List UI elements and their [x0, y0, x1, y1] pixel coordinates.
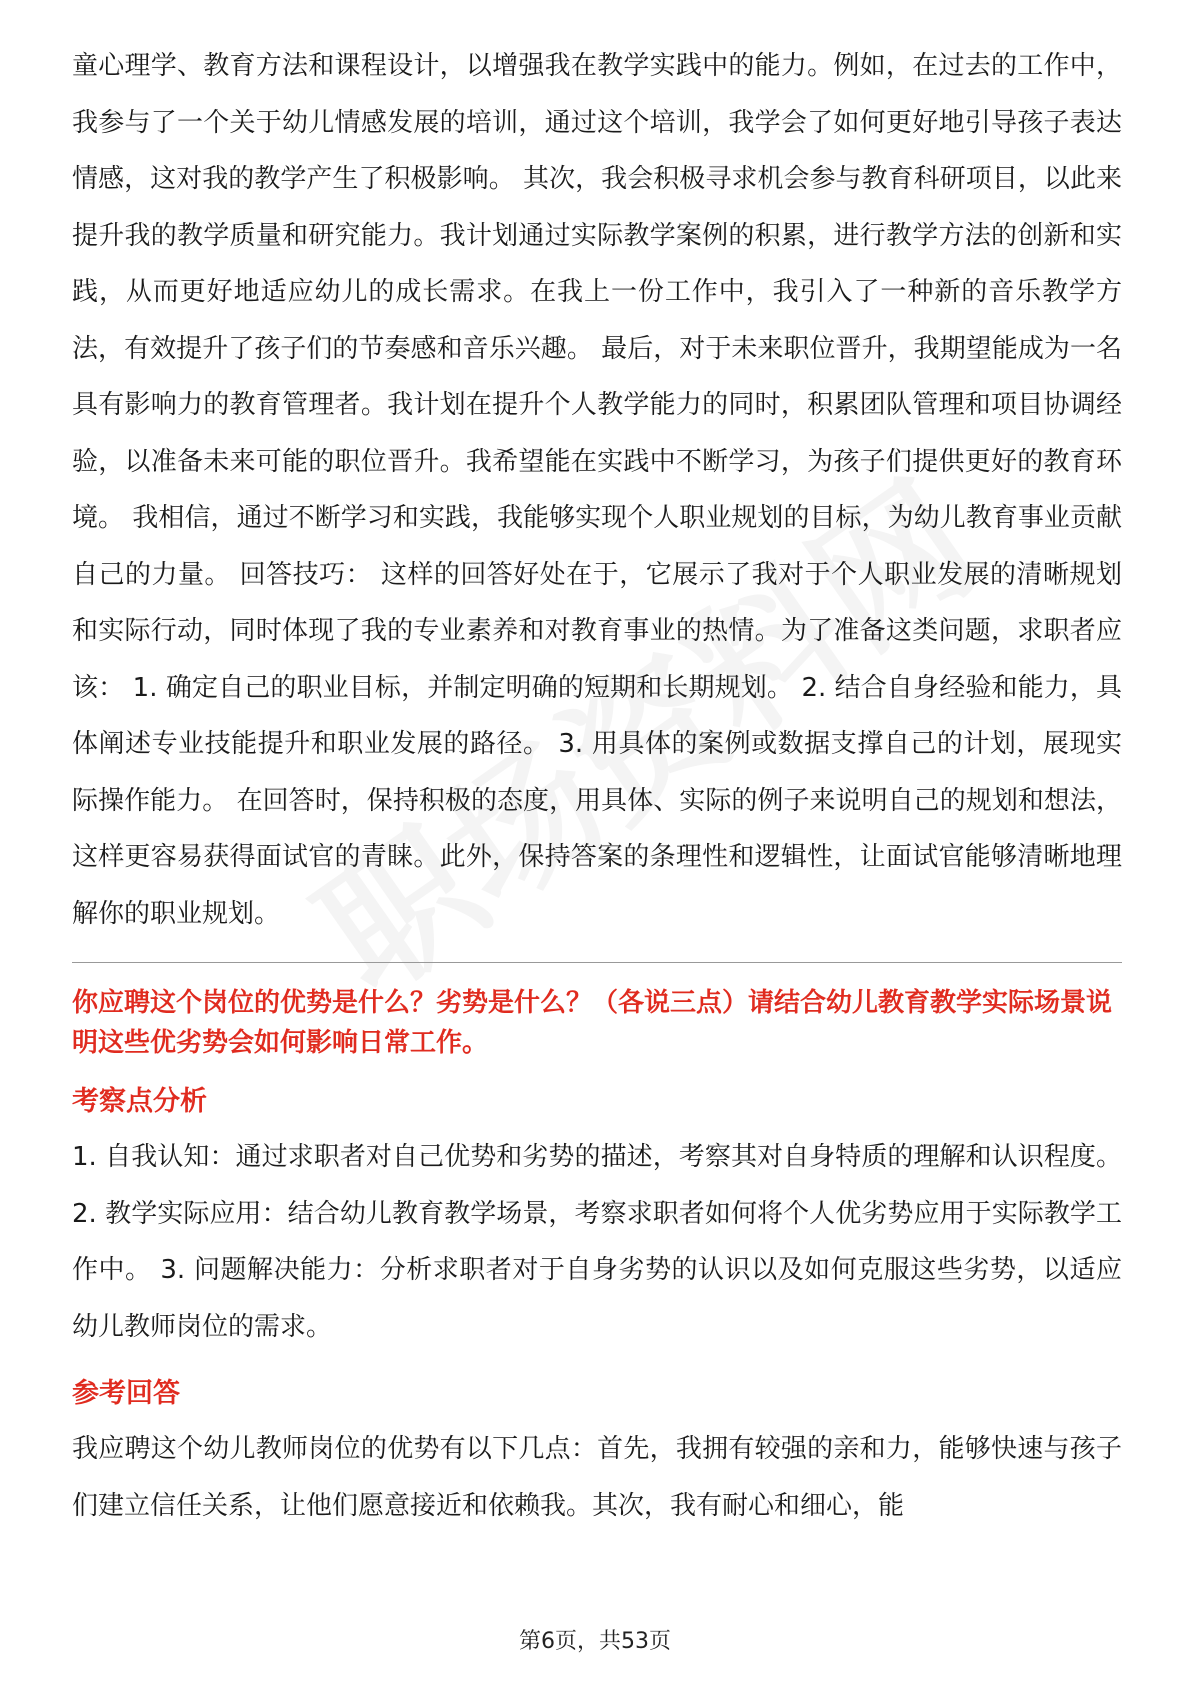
continued-paragraph: 童心理学、教育方法和课程设计，以增强我在教学实践中的能力。例如，在过去的工作中，我参与了一个关于幼儿情感发展的培训，通过这个培训，我学会了如何更好地引导孩子表达情感，这对我的教学产生了积极影响。 其次，我会积极寻求机会参与教育科研项目，以此来提升我的教学质量和研究能力。我计划通过实际教学案例的积累，进行教学方法的创新和实践，从而更好地适应幼儿的成长需求。在我上一份工作中，我引入了一种新的音乐教学方法，有效提升了孩子们的节奏感和音乐兴趣。 最后，对于未来职位晋升，我期望能成为一名具有影响力的教育管理者。我计划在提升个人教学能力的同时，积累团队管理和项目协调经验，以准备未来可能的职位晋升。我希望能在实践中不断学习，为孩子们提供更好的教育环境。 我相信，通过不断学习和实践，我能够实现个人职业规划的目标，为幼儿教育事业贡献自己的力量。 回答技巧： 这样的回答好处在于，它展示了我对于个人职业发展的清晰规划和实际行动，同时体现了我的专业素养和对教育事业的热情。为了准备这类问题，求职者应该： 1. 确定自己的职业目标，并制定明确的短期和长期规划。 2. 结合自身经验和能力，具体阐述专业技能提升和职业发展的路径。 3. 用具体的案例或数据支撑自己的计划，展现实际操作能力。 在回答时，保持积极的态度，用具体、实际的例子来说明自己的规划和想法，这样更容易获得面试官的青睐。此外，保持答案的条理性和逻辑性，让面试官能够清晰地理解你的职业规划。: [72, 51, 1122, 929]
question-title: 你应聘这个岗位的优势是什么？劣势是什么？（各说三点）请结合幼儿教育教学实际场景说明这些优劣势会如何影响日常工作。: [72, 988, 1113, 1058]
section-divider: [72, 962, 1122, 963]
analysis-heading: 考察点分析: [72, 1086, 207, 1117]
page-number: 第6页，共53页: [519, 1629, 671, 1654]
answer-text: 我应聘这个幼儿教师岗位的优势有以下几点：首先，我拥有较强的亲和力，能够快速与孩子们建立信任关系，让他们愿意接近和依赖我。其次，我有耐心和细心，能: [72, 1434, 1122, 1521]
answer-heading: 参考回答: [72, 1378, 180, 1409]
page-content: [72, 38, 1122, 1534]
analysis-text: 1. 自我认知：通过求职者对自己优势和劣势的描述，考察其对自身特质的理解和认识程度。 2. 教学实际应用：结合幼儿教育教学场景，考察求职者如何将个人优劣势应用于实际教学工作中。 3. 问题解决能力：分析求职者对于自身劣势的认识以及如何克服这些劣势，以适应幼儿教师岗位的需求。: [72, 1142, 1122, 1342]
